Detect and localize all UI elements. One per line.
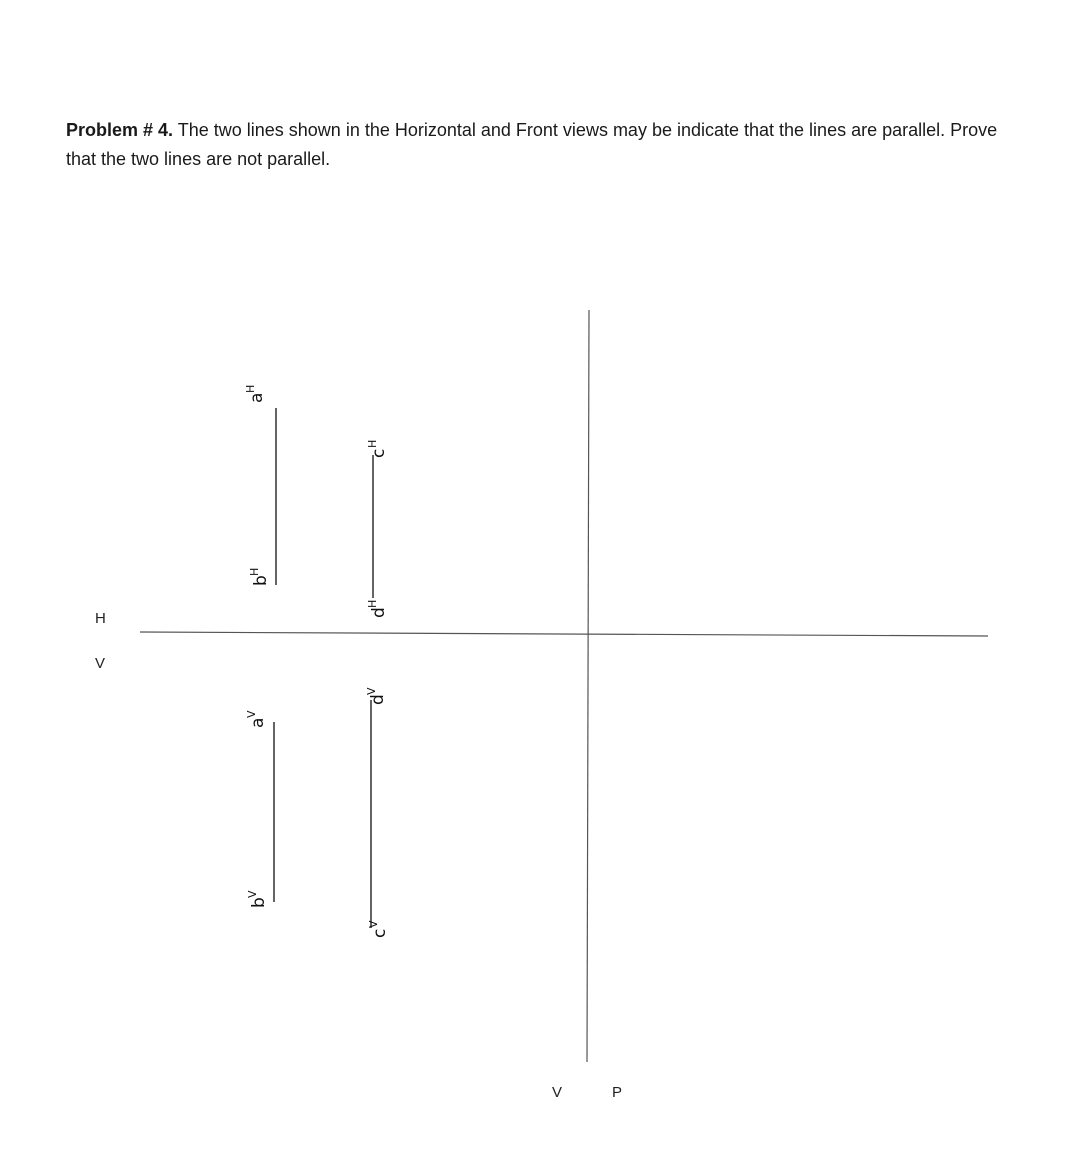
point-label-c-v bbox=[367, 920, 390, 938]
fold-label-profile-v: V bbox=[552, 1084, 563, 1101]
problem-label: Problem # 4. bbox=[66, 120, 174, 140]
point-label-b-v bbox=[246, 890, 269, 908]
svg-text:H: H bbox=[366, 599, 379, 608]
problem-text: The two lines shown in the Horizontal and Front views may be indicate that the lines are parallel. Prove that the two lines are not parallel. bbox=[66, 120, 998, 169]
svg-text:a: a bbox=[247, 392, 267, 403]
fold-label-profile-p: P bbox=[612, 1084, 623, 1101]
fold-line-vp bbox=[587, 310, 589, 1062]
point-label-d-v bbox=[365, 687, 388, 705]
point-label-b-h bbox=[248, 568, 271, 586]
svg-text:d: d bbox=[368, 694, 388, 705]
fold-label-h: H bbox=[95, 610, 106, 627]
point-label-a-h bbox=[244, 385, 267, 403]
svg-text:V: V bbox=[245, 710, 258, 718]
svg-text:V: V bbox=[246, 890, 259, 898]
svg-text:H: H bbox=[248, 567, 261, 576]
svg-text:a: a bbox=[248, 717, 268, 728]
point-label-a-v bbox=[245, 710, 268, 728]
point-label-d-h bbox=[366, 600, 389, 618]
point-label-c-h bbox=[366, 440, 389, 458]
svg-text:H: H bbox=[244, 384, 257, 393]
svg-text:c: c bbox=[370, 928, 390, 938]
svg-text:d: d bbox=[369, 607, 389, 618]
svg-text:V: V bbox=[365, 687, 378, 695]
fold-line-hv bbox=[140, 632, 988, 636]
svg-text:b: b bbox=[249, 897, 269, 908]
svg-text:b: b bbox=[251, 575, 271, 586]
fold-label-v: V bbox=[95, 655, 106, 672]
svg-text:V: V bbox=[367, 920, 380, 928]
svg-text:c: c bbox=[369, 448, 389, 458]
svg-text:H: H bbox=[366, 439, 379, 448]
